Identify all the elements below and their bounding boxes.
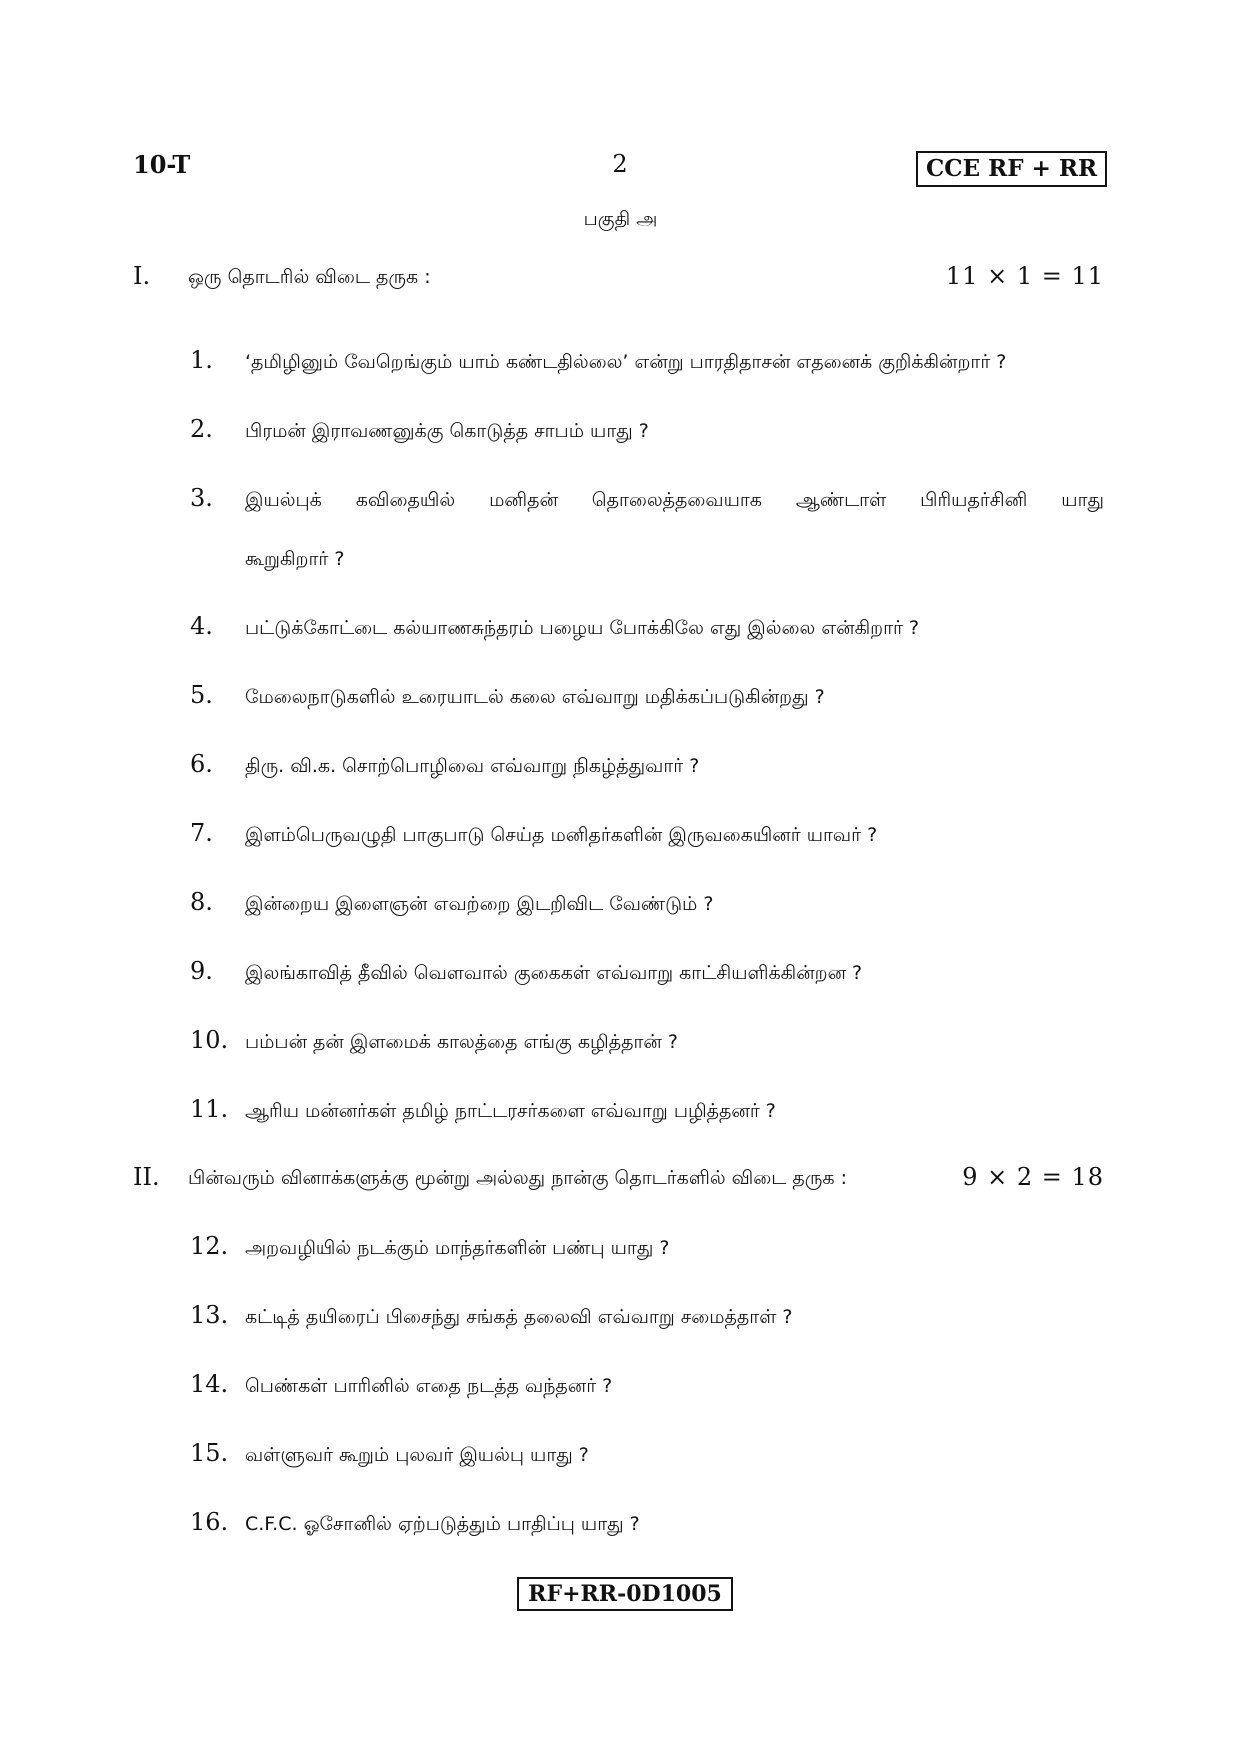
question-text: இன்றைய இளைஞன் எவற்றை இடறிவிட வேண்டும் ? <box>245 893 714 915</box>
question-text-continued: கூறுகிறார் ? <box>245 548 345 570</box>
question-text: திரு. வி.க. சொற்பொழிவை எவ்வாறு நிகழ்த்துவார் ? <box>245 755 700 777</box>
subject-code: 10-T <box>133 150 191 179</box>
question-number: 10. <box>190 1026 229 1054</box>
question-number: 7. <box>190 819 213 847</box>
question-number: 5. <box>190 681 213 709</box>
question-text: ஆரிய மன்னர்கள் தமிழ் நாட்டரசர்களை எவ்வாறு பழித்தனர் ? <box>245 1100 776 1122</box>
question-text: வள்ளுவர் கூறும் புலவர் இயல்பு யாது ? <box>245 1444 589 1466</box>
section-marks: 11 × 1 = 11 <box>945 262 1104 290</box>
page-number: 2 <box>612 150 628 178</box>
part-title: பகுதி அ <box>583 208 658 230</box>
question-text: இயல்புக் கவிதையில் மனிதன் தொலைத்தவையாக ஆண்டாள் பிரியதர்சினி யாது <box>245 489 1104 511</box>
question-number: 9. <box>190 957 213 985</box>
question-number: 2. <box>190 415 213 443</box>
question-text: பிரமன் இராவணனுக்கு கொடுத்த சாபம் யாது ? <box>245 420 649 442</box>
question-number: 3. <box>190 484 213 512</box>
section-1-heading <box>0 262 1241 292</box>
question-text: பட்டுக்கோட்டை கல்யாணசுந்தரம் பழைய போக்கிலே எது இல்லை என்கிறார் ? <box>245 617 920 639</box>
section-instruction: பின்வரும் வினாக்களுக்கு மூன்று அல்லது நான்கு தொடர்களில் விடை தருக : <box>188 1167 847 1189</box>
question-number: 6. <box>190 750 213 778</box>
question-number: 14. <box>190 1370 229 1398</box>
question-number: 8. <box>190 888 213 916</box>
question-text: இளம்பெருவழுதி பாகுபாடு செய்த மனிதர்களின் இருவகையினர் யாவர் ? <box>245 824 878 846</box>
question-text: அறவழியில் நடக்கும் மாந்தர்களின் பண்பு யாது ? <box>245 1237 670 1259</box>
exam-code-box: CCE RF + RR <box>916 151 1107 187</box>
question-number: 4. <box>190 612 213 640</box>
section-2-heading <box>0 1163 1241 1193</box>
question-number: 15. <box>190 1439 229 1467</box>
question-text: இலங்காவித் தீவில் வௌவால் குகைகள் எவ்வாறு காட்சியளிக்கின்றன ? <box>245 962 863 984</box>
question-text: பெண்கள் பாரினில் எதை நடத்த வந்தனர் ? <box>245 1375 613 1397</box>
question-number: 1. <box>190 346 213 374</box>
question-text: மேலைநாடுகளில் உரையாடல் கலை எவ்வாறு மதிக்கப்படுகின்றது ? <box>245 686 825 708</box>
question-text: ‘தமிழினும் வேறெங்கும் யாம் கண்டதில்லை’ என்று பாரதிதாசன் எதனைக் குறிக்கின்றார் ? <box>245 351 1007 373</box>
question-text: கட்டித் தயிரைப் பிசைந்து சங்கத் தலைவி எவ்வாறு சமைத்தாள் ? <box>245 1306 793 1328</box>
footer-code-box: RF+RR-0D1005 <box>517 1577 733 1611</box>
section-instruction: ஒரு தொடரில் விடை தருக : <box>188 266 431 288</box>
section-number: II. <box>133 1163 160 1191</box>
question-text: பம்பன் தன் இளமைக் காலத்தை எங்கு கழித்தான் ? <box>245 1031 678 1053</box>
question-text: C.F.C. ஓசோனில் ஏற்படுத்தும் பாதிப்பு யாது ? <box>245 1513 640 1535</box>
question-number: 13. <box>190 1301 229 1329</box>
section-number: I. <box>133 262 151 290</box>
question-number: 12. <box>190 1232 229 1260</box>
section-marks: 9 × 2 = 18 <box>962 1163 1104 1191</box>
question-number: 11. <box>190 1095 229 1123</box>
question-number: 16. <box>190 1508 229 1536</box>
